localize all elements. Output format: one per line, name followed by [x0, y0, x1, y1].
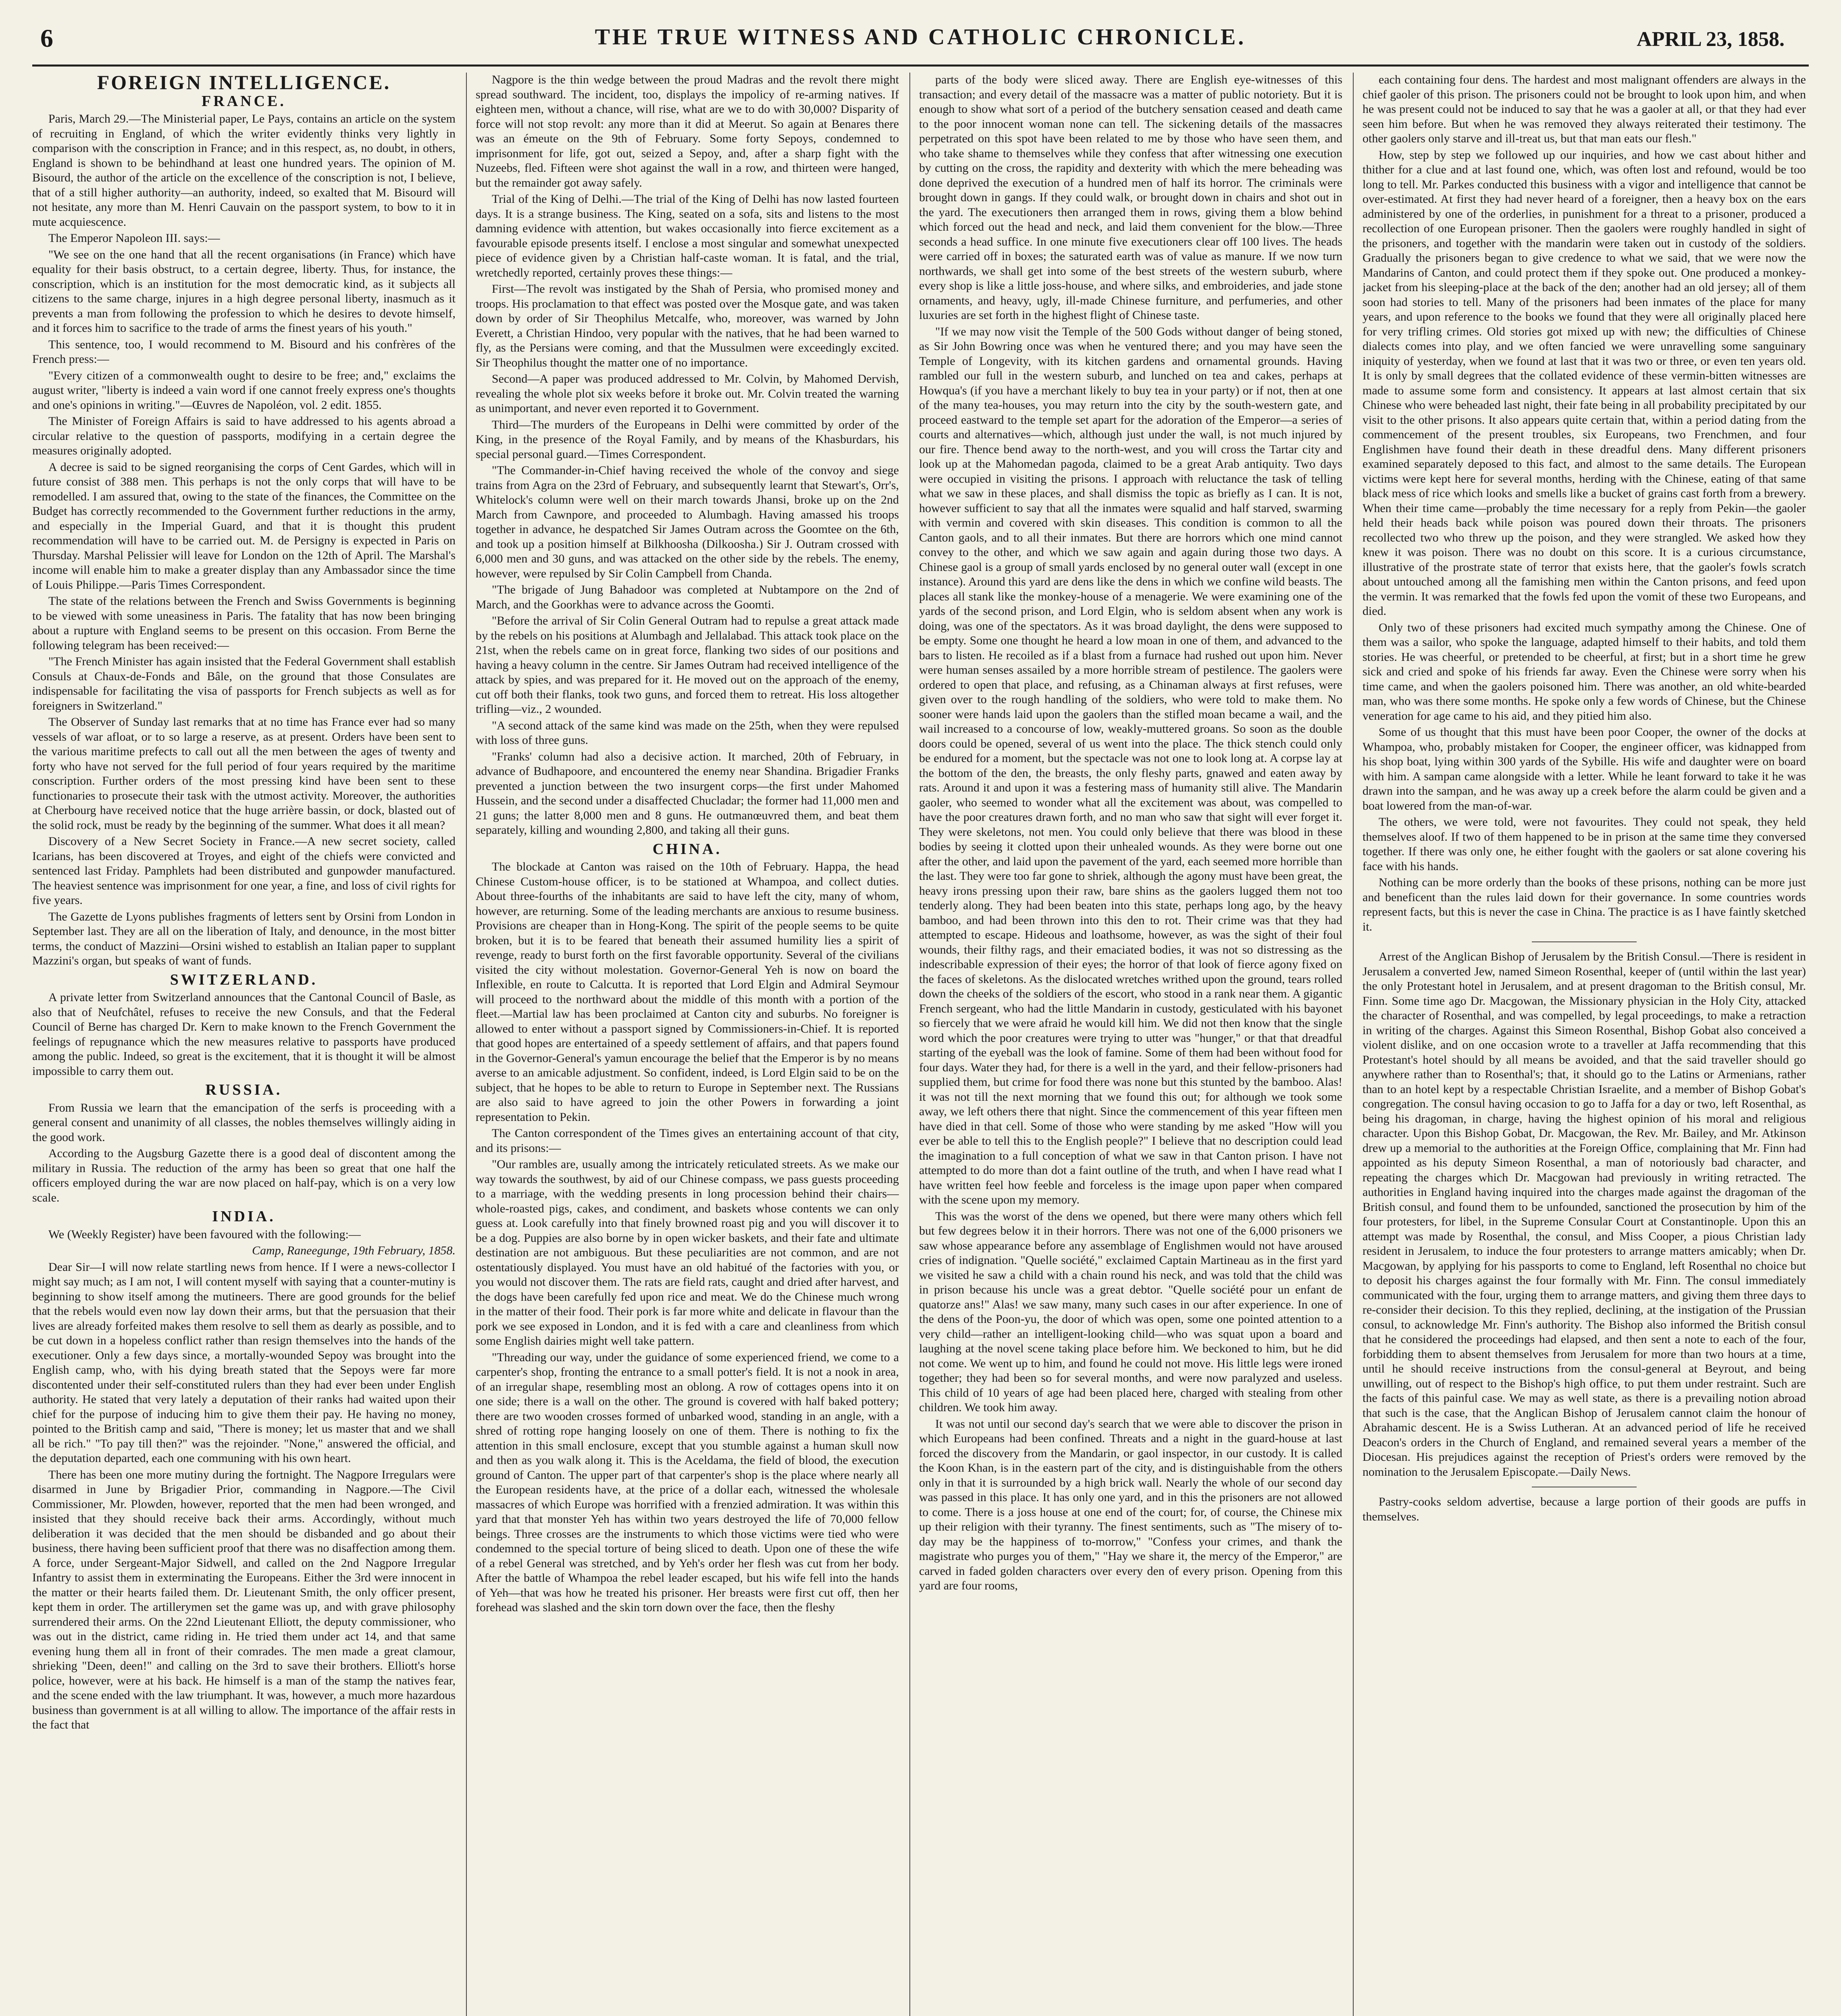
article-paragraph: From Russia we learn that the emancipation of the serfs is proceeding with a general consent and unanimity of all classes, the nobles themselves willingly aiding in the good work.	[32, 1101, 456, 1144]
heading-russia: RUSSIA.	[205, 1081, 283, 1098]
heading-india: INDIA.	[212, 1208, 276, 1225]
article-paragraph: The Canton correspondent of the Times gives an entertaining account of that city, and its prisons:—	[476, 1127, 899, 1155]
article-paragraph: Second—A paper was produced addressed to Mr. Colvin, by Mahomed Dervish, revealing the whole plot six weeks before it broke out. Mr. Colvin treated the warning as unimportant, and never even reported it to Government.	[476, 372, 899, 415]
newspaper-title: THE TRUE WITNESS AND CATHOLIC CHRONICLE.	[595, 25, 1246, 50]
article-paragraph: "Before the arrival of Sir Colin General Outram had to repulse a great attack made by the rebels on his positions at Alumbagh and Jellalabad. This attack took place on the 21st, when the rebels came on in great force, flanking two sides of our positions and having a heavy column in the centre. Sir James Outram had received intelligence of the attack by spies, and was prepared for it. He moved out on the approach of the enemy, cut off both their flanks, took two guns, and forced them to retreat. His loss altogether trifling—viz., 2 wounded.	[476, 614, 899, 716]
heading-china: CHINA.	[652, 840, 722, 858]
article-paragraph: "The French Minister has again insisted that the Federal Government shall establish Consuls at Chaux-de-Fonds and Bâle, on the ground that those Consulates are indispensable for facilitating the visa of passports for French subjects as well as for foreigners in Switzerland."	[32, 655, 456, 712]
article-paragraph: "The brigade of Jung Bahadoor was completed at Nubtampore on the 2nd of March, and the Goorkhas were to advance across the Goomti.	[476, 583, 899, 611]
article-paragraph: Nagpore is the thin wedge between the proud Madras and the revolt there might spread southward. The incident, too, displays the impolicy of re-arming natives. If eighteen men, without a chance, will rise, what are we to do with 30,000? Disparity of force will not stop revolt: any more than it did at Meerut. So again at Benares there was an émeute on the 9th of February. Some forty Sepoys, condemned to imprisonment for life, got out, seized a Sepoy, and, after a sharp fight with the Nuzeebs, fled. Fifteen were shot against the wall in a row, and thirteen were hanged, but the remainder got away safely.	[476, 73, 899, 190]
column-1	[32, 73, 456, 2016]
article-paragraph: Arrest of the Anglican Bishop of Jerusalem by the British Consul.—There is resident in Jerusalem a converted Jew, named Simeon Rosenthal, keeper of (until within the last year) the only Protestant hotel in Jerusalem, and at present dragoman to the British consul, Mr. Finn. Some time ago Dr. Macgowan, the Missionary physician in the Holy City, attacked the character of Rosenthal, and was compelled, by legal proceedings, to make a retraction in writing of the charges. Against this Simeon Rosenthal, Bishop Gobat also conceived a violent dislike, and on one occasion wrote to a traveller at Jaffa recommending that this Protestant's hotel should by all means be avoided, and that the said traveller should go anywhere rather than to Rosenthal's; that, it should go to the Latins or Armenians, rather than to an hotel kept by a respectable Christian Israelite, and a member of Bishop Gobat's congregation. The consul having occasion to go to Jaffa for a day or two, left Rosenthal, as being his dragoman, in charge, having the highest opinion of his moral and religious character. Upon this Bishop Gobat, Dr. Macgowan, the Rev. Mr. Bailey, and Mr. Atkinson drew up a memorial to the authorities at the Foreign Office, complaining that Mr. Finn had appointed as his deputy Simeon Rosenthal, a man of notoriously bad character, and repeating the charges which Dr. Macgowan had previously in writing retracted. The authorities in England having inquired into the charges made against the dragoman of the British consul, and found them to be unfounded, sanctioned the prosecution by him of the four protesters, for libel, in the Supreme Consular Court at Constantinople. Upon this an attempt was made by Rosenthal, the consul, and Miss Cooper, a pious Christian lady resident in Jerusalem, to induce the four protesters to arrange matters amicably; when Dr. Macgowan, by applying for his passports to come to England, left Rosenthal no choice but to deposit his charges against the four formally with Mr. Finn. The consul immediately communicated with the four, urging them to arrange matters, and giving them three days to re-consider their decision. To this they replied, declining, at the instigation of the Prussian consul, to acknowledge Mr. Finn's authority. The Bishop also informed the British consul that he considered the proceedings had elapsed, and then sent a note to each of the four, forbidding them to absent themselves from Jerusalem for more than two hours at a time, until he should receive instructions from the consul-general at Beyrout, and being unwilling, out of respect to the Bishop's high office, to put them under restraint. Such are the facts of this painful case. We may as well state, as there is a prevailing notion abroad that such is the case, that the Anglican Bishop of Jerusalem cannot claim the honour of Abrahamic descent. He is a Swiss Lutheran. At an advanced period of life he received Deacon's orders in the Church of England, and remained several years a member of the Diocesan. His prejudices against the reception of Priest's orders were removed by the nomination to the Jerusalem Episcopate.—Daily News.	[1363, 950, 1806, 1479]
article-paragraph: A private letter from Switzerland announces that the Cantonal Council of Basle, as also that of Neufchâtel, refuses to receive the new Consuls, and that the Federal Council of Berne has charged Dr. Kern to make known to the French Government the feelings of repugnance which the new measures relative to passports have produced among the public. Indeed, so great is the excitement, that it is thought it will be almost impossible to carry them out.	[32, 991, 456, 1078]
column-4	[1363, 73, 1806, 2016]
article-paragraph: "Our rambles are, usually among the intricately reticulated streets. As we make our way towards the southwest, by aid of our Chinese compass, we pass guests proceeding to a marriage, with the wedding presents in long procession behind their chairs—whole-roasted pigs, cakes, and condiment, and baskets whose contents we can only guess at. Look carefully into that finely browned roast pig and you will discover it to be a dog. Puppies are also borne by in open wicker baskets, and their fate and ultimate destination are not ambiguous. But these peculiarities are not common, and are not ostentatiously displayed. You must have an old habitué of the factories with you, or you would not discover them. The rats are field rats, caught and dried after harvest, and the dogs have been carefully fed upon rice and meat. We do the Chinese much wrong in the matter of their food. Their pork is far more white and delicate in flavour than the pork we see exposed in London, and it is fed with a care and cleanliness from which some English dairies might well take pattern.	[476, 1158, 899, 1347]
column-2	[476, 73, 899, 2016]
article-paragraph: How, step by step we followed up our inquiries, and how we cast about hither and thither for a clue and at last found one, which, was often lost and refound, would be too long to tell. Mr. Parkes conducted this business with a vigor and intelligence that cannot be over-estimated. At first they had never heard of a foreigner, then a heavy box on the ears administered by one of the orderlies, in punishment for a threat to a prisoner, produced a recollection of one European prisoner. Then the gaolers were roughly handled in sight of the prisoners, and together with the mandarin were taken out in custody of the soldiers. Gradually the prisoners began to give credence to what we said, that we were now the Mandarins of Canton, and could protect them if they spoke out. One produced a monkey-jacket from his sleeping-place at the back of the den; another had an old jersey; all of them soon had stories to tell. Many of the prisoners had been inmates of the place for many years, and upon reference to the books we found that they were all originally placed here for very trifling crimes. Old stories got mixed up with new; the difficulties of Chinese dialects comes into play, and we often fancied we were unravelling some sanguinary iniquity of yesterday, when we found at last that it was two or three, or even ten years old. It is only by small degrees that the collated evidence of these vermin-bitten witnesses are made to assume some form and consistency. It appears at last almost certain that six Chinese who were beheaded last night, their fate being in all probability precipitated by our visit to the other prisons. It also appears quite certain that, within a period dating from the commencement of the present troubles, six Europeans, two Frenchmen, and four Englishmen have found their death in these dreadful dens. Many different prisoners examined separately deposed to this fact, and almost to the same details. The European victims were kept here for several months, herding with the Chinese, eating of that same black mess of rice which looks and smells like a bucket of grains cast forth from a brewery. When their time came—probably the time necessary for a reply from Pekin—the gaoler held their heads back while poison was poured down their throats. The prisoners recollected two who threw up the poison, and they were strangled. We asked how they knew it was poison. There was no doubt on this score. It is a curious circumstance, illustrative of the prostrate state of terror that exists here, that the gaoler's fowls scratch about untouched among all the famishing men within the Canton prisons, and feed upon the vermin. It was remarked that the fowls fed upon the vomit of these two Europeans, and died.	[1363, 148, 1806, 618]
article-paragraph: The state of the relations between the French and Swiss Governments is beginning to be viewed with some uneasiness in Paris. The fatality that has now been bringing about a rupture with England seems to be present on this occasion. From Berne the following telegram has been received:—	[32, 594, 456, 652]
column-rule	[466, 73, 467, 2016]
article-paragraph: "We see on the one hand that all the recent organisations (in France) which have equality for their basis obstruct, to a certain degree, liberty. Thus, for instance, the conscription, which is an institution for the most democratic kind, as it subjects all citizens to the same charge, injures in a high degree personal liberty, inasmuch as it prevents a man from following the profession to which he desires to devote himself, and it forces him to sacrifice to the trade of arms the finest years of his youth."	[32, 248, 456, 335]
article-paragraph: "Franks' column had also a decisive action. It marched, 20th of February, in advance of Budhapoore, and encountered the enemy near Shandina. Brigadier Franks prevented a junction between the two insurgent corps—the first under Mahomed Hussein, and the second under a disaffected Chucladar; the former had 11,000 men and 21 guns; the latter 8,000 men and 8 guns. He outmanœuvred them, and beat them separately, killing and wounding 2,800, and taking all their guns.	[476, 750, 899, 837]
article-paragraph: The Minister of Foreign Affairs is said to have addressed to his agents abroad a circular relative to the question of passports, modifying in a certain degree the measures originally adopted.	[32, 414, 456, 457]
article-paragraph: A decree is said to be signed reorganising the corps of Cent Gardes, which will in future consist of 388 men. This perhaps is not the only corps that will have to be remodelled. I am assured that, owing to the state of the finances, the Committee on the Budget has correctly recommended to the Government further reductions in the army, and especially in the Imperial Guard, and that it is thought this prudent recommendation will have to be carried out. M. de Persigny is expected in Paris on Thursday. Marshal Pelissier will leave for London on the 12th of April. The Marshal's income will enable him to make a greater display than any Ambassador since the time of Louis Philippe.—Paris Times Correspondent.	[32, 460, 456, 591]
article-paragraph: Third—The murders of the Europeans in Delhi were committed by order of the King, in the presence of the Royal Family, and by means of the Khasburdars, his special personal guard.—Times Correspondent.	[476, 418, 899, 461]
separator	[1532, 941, 1637, 942]
article-paragraph: The Gazette de Lyons publishes fragments of letters sent by Orsini from London in September last. They are all on the liberation of Italy, and denounce, in the most bitter terms, the conduct of Mazzini—Orsini wished to establish an Italian paper to supplant Mazzini's organ, but speaks of want of funds.	[32, 910, 456, 967]
article-paragraph: "Threading our way, under the guidance of some experienced friend, we come to a carpenter's shop, fronting the entrance to a small potter's field. It is not a nook in area, of an irregular shape, resembling most an oblong. A row of cottages opens into it on one side; there is a wall on the other. The ground is covered with half baked pottery; there are two wooden crosses formed of unbarked wood, standing in an angle, with a shred of rotting rope hanging loosely on one of them. There is nothing to fix the attention in this small enclosure, except that you stumble against a human skull now and then as you walk along it. This is the Aceldama, the field of blood, the execution ground of Canton. The upper part of that carpenter's shop is the place where nearly all the European residents have, at the price of a dollar each, witnessed the wholesale massacres of which Europe was horrified with a frenzied admiration. It was within this yard that that monster Yeh has within two years destroyed the life of 70,000 fellow beings. Three crosses are the instruments to which those victims were tied who were condemned to the special torture of being sliced to death. Upon one of these the wife of a rebel General was stretched, and by Yeh's order her flesh was cut from her body. After the battle of Whampoa the rebel leader escaped, but his wife fell into the hands of Yeh—that was how he treated his prisoner. Her breasts were first cut off, then her forehead was slashed and the skin torn down over the face, then the fleshy	[476, 1350, 899, 1614]
article-paragraph: According to the Augsburg Gazette there is a good deal of discontent among the military in Russia. The reduction of the army has been so great that one half the officers employed during the war are now placed on half-pay, which is on a very low scale.	[32, 1147, 456, 1204]
article-paragraph: Discovery of a New Secret Society in France.—A new secret society, called Icarians, has been discovered at Troyes, and eight of the chiefs were convicted and sentenced last Friday. Pamphlets had been distributed and gunpowder manufactured. The heaviest sentence was imprisonment for one year, a fine, and loss of civil rights for five years.	[32, 835, 456, 907]
article-paragraph: Only two of these prisoners had excited much sympathy among the Chinese. One of them was a sailor, who spoke the language, adapted himself to their habits, and told them stories. He was cheerful, or pretended to be cheerful, at first; but in a short time he grew sick and cried and spoke of his friends far away. Even the Chinese were sorry when his time came, and when the gaolers poisoned him. There was another, an old white-bearded man, who was there some months. He spoke only a few words of Chinese, but the Chinese veneration for age came to his aid, and they pitied him also.	[1363, 621, 1806, 723]
article-paragraph: Trial of the King of Delhi.—The trial of the King of Delhi has now lasted fourteen days. It is a strange business. The King, seated on a sofa, sits and listens to the most damning evidence with attention, but wakes occasionally into fierce excitement as a favourable episode presents itself. I enclose a most singular and somewhat unexpected piece of evidence given by a Christian half-caste woman. It is fatal, and the trial, wretchedly reported, certainly proves these things:—	[476, 192, 899, 279]
article-paragraph: Some of us thought that this must have been poor Cooper, the owner of the docks at Whampoa, who, probably mistaken for Cooper, the engineer officer, was kidnapped from his shop boat, lying within 300 yards of the Sybille. His wife and daughter were on board with him. A sampan came alongside with a letter. While he leant forward to take it he was drawn into the sampan, and he was away up a creek before the alarm could be given and a boat lowered from the man-of-war.	[1363, 725, 1806, 812]
article-paragraph: Nothing can be more orderly than the books of these prisons, nothing can be more just and beneficent than the rules laid down for their governance. In some countries words represent facts, but this is never the case in China. The practice is as I have faintly sketched it.	[1363, 876, 1806, 933]
article-paragraph: Dear Sir—I will now relate startling news from hence. If I were a news-collector I might say much; as I am not, I will content myself with saying that a counter-mutiny is beginning to show itself among the mutineers. There are good grounds for the belief that the rebels would even now lay down their arms, but that the persuasion that their lives are already forfeited makes them resolve to sell them as dearly as possible, and to be cut down in a hopeless conflict rather than resign themselves into the hands of the executioner. Only a few days since, a mortally-wounded Sepoy was brought into the English camp, who, with his dying breath stated that the Sepoys were far more discontented under their self-constituted rulers than they had ever been under English authority. He stated that very lately a deputation of their ranks had waited upon their chief for the purpose of inducing him to give them their pay. He having no money, pointed to the British camp and said, "There is money; let us master that and we shall all be rich." "To pay till then?" was the rejoinder. "None," answered the official, and the deputation departed, each one communing with his own heart.	[32, 1260, 456, 1465]
article-paragraph: This sentence, too, I would recommend to M. Bisourd and his confrères of the French press:—	[32, 337, 456, 366]
article-paragraph: "The Commander-in-Chief having received the whole of the convoy and siege trains from Agra on the 23rd of February, and subsequently learnt that Stewart's, Orr's, Whitelock's column were well on their march towards Jhansi, broke up on the 2nd March from Cawnpore, and proceeded to Alumbagh. Having amassed his troops together in advance, he despatched Sir James Outram across the Goomtee on the 6th, and took up a position himself at Bilkhoosha (Dilkoosha.) Sir J. Outram crossed with 6,000 men and 30 guns, and was attacked on the other side by the rebels. The enemy, however, were repulsed by Sir Colin Campbell from Chanda.	[476, 464, 899, 580]
column-rule	[909, 73, 910, 2016]
article-paragraph: "Every citizen of a commonwealth ought to desire to be free; and," exclaims the august writer, "liberty is indeed a vain word if one cannot freely express one's thoughts and one's opinions in writing."—Œuvres de Napoléon, vol. 2 edit. 1855.	[32, 369, 456, 412]
issue-date: APRIL 23, 1858.	[1637, 28, 1785, 51]
article-paragraph: The blockade at Canton was raised on the 10th of February. Happa, the head Chinese Custom-house officer, is to be stationed at Whampoa, and collect duties. About three-fourths of the inhabitants are said to have left the city, many of whom, however, are returning. Some of the leading merchants are anxious to resume business. Provisions are cheaper than in Hong-Kong. The spirit of the people seems to be quite broken, but it is to be feared that beneath their assumed humility lies a spirit of revenge, ready to burst forth on the first favorable opportunity. Several of the civilians visited the city without molestation. Governor-General Yeh is now on board the Inflexible, en route to Calcutta. It is reported that Lord Elgin and Admiral Seymour will proceed to the northward about the middle of this month with a portion of the fleet.—Martial law has been proclaimed at Canton city and suburbs. No foreigner is allowed to enter without a passport signed by Commissioners-in-Chief. It is reported that good hopes are entertained of a speedy settlement of affairs, and that papers found in the Governor-General's yamun encourage the belief that the Emperor is by no means averse to an amicable adjustment. So confident, indeed, is Lord Elgin said to be on the subject, that he hopes to be able to return to Europe in September next. The Russians are also said to have agreed to join the other Powers in forwarding a joint representation to Pekin.	[476, 860, 899, 1124]
heading-france: FRANCE.	[202, 92, 286, 110]
article-paragraph: First—The revolt was instigated by the Shah of Persia, who promised money and troops. His proclamation to that effect was posted over the Mosque gate, and was taken down by order of Sir Theophilus Metcalfe, who, moreover, was warned by John Everett, a Christian Hindoo, very popular with the natives, that he had been warned to fly, as the Persians were coming, and that the Mussulmen were exceedingly excited. Sir Theophilus thought the matter one of no importance.	[476, 282, 899, 369]
article-paragraph: The Emperor Napoleon III. says:—	[48, 231, 220, 245]
heading-switzerland: SWITZERLAND.	[170, 971, 318, 988]
column-3	[919, 73, 1342, 2016]
article-paragraph: This was the worst of the dens we opened, but there were many others which fell but few degrees below it in their horrors. There was not one of the 6,000 prisoners we saw whose appearance before any assemblage of Englishmen would not have aroused cries of indignation. "Quelle société," exclaimed Captain Martineau as in the first yard we visited he saw a child with a chain round his neck, and was told that the child was in prison because his uncle was a great debtor. "Quelle société pour un enfant de quatorze ans!" Alas! we saw many, many such cases in our after experience. In one of the dens of the Poon-yu, the door of which was open, some one pointed attention to a very child—rather an intelligent-looking child—who was squat upon a board and laughing at the novel scene taking place before him. We beckoned to him, but he did not come. We went up to him, and found he could not move. His little legs were ironed together; they had been so for several months, and were now paralyzed and useless. This child of 10 years of age had been placed here, charged with stealing from other children. We took him away.	[919, 1209, 1342, 1414]
masthead	[32, 20, 1809, 67]
article-paragraph: Pastry-cooks seldom advertise, because a large portion of their goods are puffs in themselves.	[1363, 1495, 1806, 1523]
article-paragraph: The Observer of Sunday last remarks that at no time has France ever had so many vessels of war afloat, or to so large a reserve, as at present. Orders have been sent to the various maritime prefects to call out all the men between the ages of twenty and forty who have not served for the full period of four years required by the maritime conscription. Further orders of the most pressing kind have been sent to these functionaries to prosecute their task with the utmost activity. Moreover, the authorities at Cherbourg have received notice that the huge arrière bassin, or dock, blasted out of the solid rock, must be ready by the beginning of the summer. What does it all mean?	[32, 715, 456, 832]
article-paragraph: The others, we were told, were not favourites. They could not speak, they held themselves aloof. If two of them happened to be in prison at the same time they conversed together. If there was only one, he either fought with the gaolers or sat alone covering his face with his hands.	[1363, 815, 1806, 873]
article-paragraph: Paris, March 29.—The Ministerial paper, Le Pays, contains an article on the system of recruiting in England, of which the writer evidently thinks very lightly in comparison with the conscription in France; and in this respect, as, no doubt, in others, England is shown to be behindhand at least one hundred years. The opinion of M. Bisourd, the author of the article on the excellence of the conscription is not, I believe, that of a still higher authority—an authority, indeed, so exalted that M. Bisourd will not hesitate, any more than M. Henri Cauvain on the passport system, to bow to it in mute acquiescence.	[32, 112, 456, 229]
newspaper-page	[32, 20, 1809, 2016]
article-paragraph: There has been one more mutiny during the fortnight. The Nagpore Irregulars were disarmed in June by Brigadier Prior, commanding in Nagpore.—The Civil Commissioner, Mr. Plowden, however, reported that the men had been wronged, and insisted that they should receive back their arms. Accordingly, without much deliberation it was decided that the men should be disbanded and go about their business, there having been sufficient proof that there was no disaffection among them. A force, under Sergeant-Major Sidwell, and called on the 2nd Nagpore Irregular Infantry to assist them in exterminating the Europeans. Either the 3rd were innocent in the matter or their hearts failed them. Dr. Lieutenant Smith, the only officer present, kept them in order. The artillerymen set the game was up, and with grave philosophy surrendered their arms. On the 22nd Lieutenant Elliott, the deputy commissioner, who was out in the district, came riding in. He tried them under act 14, and that same evening hung them all in front of their comrades. The men made a great clamour, shrieking "Deen, deen!" and calling on the 3rd to save their brothers. Elliott's horse police, however, were at his back. He himself is a man of the stamp the natives fear, and the scene ended with the law triumphant. It was, however, a much more hazardous business than government is at all willing to allow. The importance of the affair rests in the fact that	[32, 1468, 456, 1731]
article-paragraph: It was not until our second day's search that we were able to discover the prison in which Europeans had been confined. Threats and a night in the guard-house at last forced the discovery from the Mandarin, or gaol inspector, in our custody. It is called the Koon Khan, is in the eastern part of the city, and is distinguishable from the others only in that it is surrounded by a high brick wall. Nearly the whole of our second day was passed in this place. It has only one yard, and in this the prisoners are not allowed to come. There is a joss house at one end of the court; for, of course, the Chinese mix up their religion with their tyranny. The finest sentiments, such as "The misery of to-day may be the happiness of to-morrow," "Confess your crimes, and thank the magistrate who purges you of them," "Hay we share it, the mercy of the Emperor," are carved in faded golden characters over every den of every prison. Opening from this yard are four rooms,	[919, 1417, 1342, 1592]
article-paragraph: We (Weekly Register) have been favoured with the following:—	[48, 1227, 361, 1241]
section-heading-foreign: FOREIGN INTELLIGENCE.	[97, 73, 391, 94]
article-paragraph: parts of the body were sliced away. There are English eye-witnesses of this transaction; and every detail of the massacre was a matter of public notoriety. But it is enough to show what sort of a period of the butchery sensation ceased and death came to the poor innocent woman none can tell. The sickening details of the massacres perpetrated on this spot have been related to me by those who have seen them, and who take shame to themselves while they confess that after witnessing one execution by cutting on the cross, the rapidity and dexterity with which the mere beheading was done deprived the execution of a hundred men of half its horror. The criminals were brought down in gangs. If they could walk, or brought down in chairs and shot out in the yard. The executioners then arranged them in rows, giving them a blow behind which forced out the head and neck, and laid them convenient for the blow.—Three seconds a head suffice. In one minute five executioners clear off 100 lives. The heads were carried off in boxes; the saturated earth was of value as manure. If we now turn northwards, we shall get into some of the best streets of the western suburb, where every shop is like a little joss-house, and where silks, and embroideries, and jade stone ornaments, and heavy, ugly, ill-made Chinese furniture, and perfumeries, and other luxuries are set forth in the highest flight of Chinese taste.	[919, 73, 1342, 322]
column-rule	[1353, 73, 1354, 2016]
page-number: 6	[40, 24, 53, 52]
letter-dateline: Camp, Raneegunge, 19th February, 1858.	[252, 1244, 456, 1257]
columns	[32, 73, 1809, 2016]
article-paragraph: "If we may now visit the Temple of the 500 Gods without danger of being stoned, as Sir John Bowring once was when he ventured there; and you may have seen the Temple of Longevity, with its kitchen gardens and ornamental grounds. Having rambled our full in the western suburb, and lunched on tea and cakes, perhaps at Howqua's (if you have a merchant likely to buy tea in your party) or if not, then at one of the many tea-houses, you may return into the city by the south-western gate, and proceed eastward to the temple set apart for the adoration of the Emperor—a series of courts and alternatives—which, although just under the wall, is not much injured by our fire. Thence bend away to the north-west, and you will cross the Tartar city and look up at the Mahomedan pagoda, claimed to be a great Arab antiquity. Two days were occupied in visiting the prisons. I approach with reluctance the task of telling what we saw in these places, and shall dismiss the topic as briefly as I can. It is not, however sufficient to say that all the inmates were squalid and half starved, swarming with vermin and covered with skin diseases. This condition is common to all the Canton gaols, and to all their inmates. But there are horrors which one mind cannot convey to the other, and which we saw again and again during those two days. A Chinese gaol is a group of small yards enclosed by no general outer wall (except in one instance). Around this yard are dens like the dens in which we confine wild beasts. The places all stank like the monkey-house of a menagerie. We were examining one of the yards of the second prison, and Lord Elgin, who is seldom absent when any work is doing, was one of the spectators. As it was broad daylight, the dens were supposed to be empty. Some one thought he heard a low moan in one of them, and advanced to the bars to listen. He recoiled as if a blast from a furnace had rushed out upon him. Never were human senses assailed by a more horrible stream of pestilence. The gaolers were ordered to open that place, and refusing, as a Chinaman always at first refuses, were given over to the rough handling of the soldiers, who were told to make them. No sooner were hands laid upon the gaolers than the stifled moan became a wail, and the wail increased to a concourse of low, weakly-muttered groans. So soon as the double doors could be opened, several of us went into the place. The thick stench could only be endured for a moment, but the spectacle was not one to look long at. A corpse lay at the bottom of the den, the breasts, the only fleshy parts, gnawed and eaten away by rats. Around it and upon it was a festering mass of humanity still alive. The Mandarin gaoler, who seemed to wonder what all the excitement was about, was compelled to have the poor creatures drawn forth, and no man who saw that sight will ever forget it. They were skeletons, not men. You could only believe that there was blood in these bodies by seeing it clotted upon their unhealed wounds. As they were borne out one after the other, and laid upon the pavement of the yard, each seemed more horrible than the last. They were too far gone to shriek, although the agony must have been great, the heavy irons pressing upon their raw, bare shins as the gaolers lugged them not too tenderly along. They had been beaten into this state, perhaps long ago, by the heavy bamboo, and had been thrown into this den to rot. Their crime was that they had attempted to escape. Hideous and loathsome, however, as was the sight of their foul wounds, their filthy rags, and their emaciated bodies, it was not so distressing as the indescribable expression of their eyes; the horror of that look of fierce agony fixed on the faces of skeletons. As the dislocated wretches writhed upon the ground, tears rolled down the cheeks of the soldiers of the escort, who stood in a rank near them. A gigantic French sergeant, who had the little Mandarin in custody, gesticulated with his bayonet so fiercely that we were afraid he would kill him. We did not then know that the single word which the poor creatures were trying to utter was "hunger," or that that dreadful starting of the eyeball was the look of famine. Some of them had been without food for four days. Water they had, for there is a well in the yard, and their fellow-prisoners had supplied them, but crime for food there was none but this stunted by the bamboo. Alas! it was not till the next morning that we found this out; for although we took some away, we left others there that night. Since the commencement of this year fifteen men have died in that cell. Some of those who were standing by me asked "How will you ever be able to tell this to the English people?" I believe that no description could lead the imagination to a full conception of what we saw in that Canton prison. I have not attempted to do more than dot a faint outline of the truth, and when I have read what I have written feel how feeble and forceless is the image upon paper when compared with the scene upon my memory.	[919, 325, 1342, 1206]
article-paragraph: each containing four dens. The hardest and most malignant offenders are always in the chief gaoler of this prison. The prisoners could not be brought to look upon him, and when he was present could not be induced to say that he was a gaoler at all, or that they had ever seen him before. But when he was removed they always reiterated their testimony. The other gaolers only starve and ill-treat us, but that man eats our flesh."	[1363, 73, 1806, 145]
article-paragraph: "A second attack of the same kind was made on the 25th, when they were repulsed with loss of three guns.	[476, 719, 899, 747]
